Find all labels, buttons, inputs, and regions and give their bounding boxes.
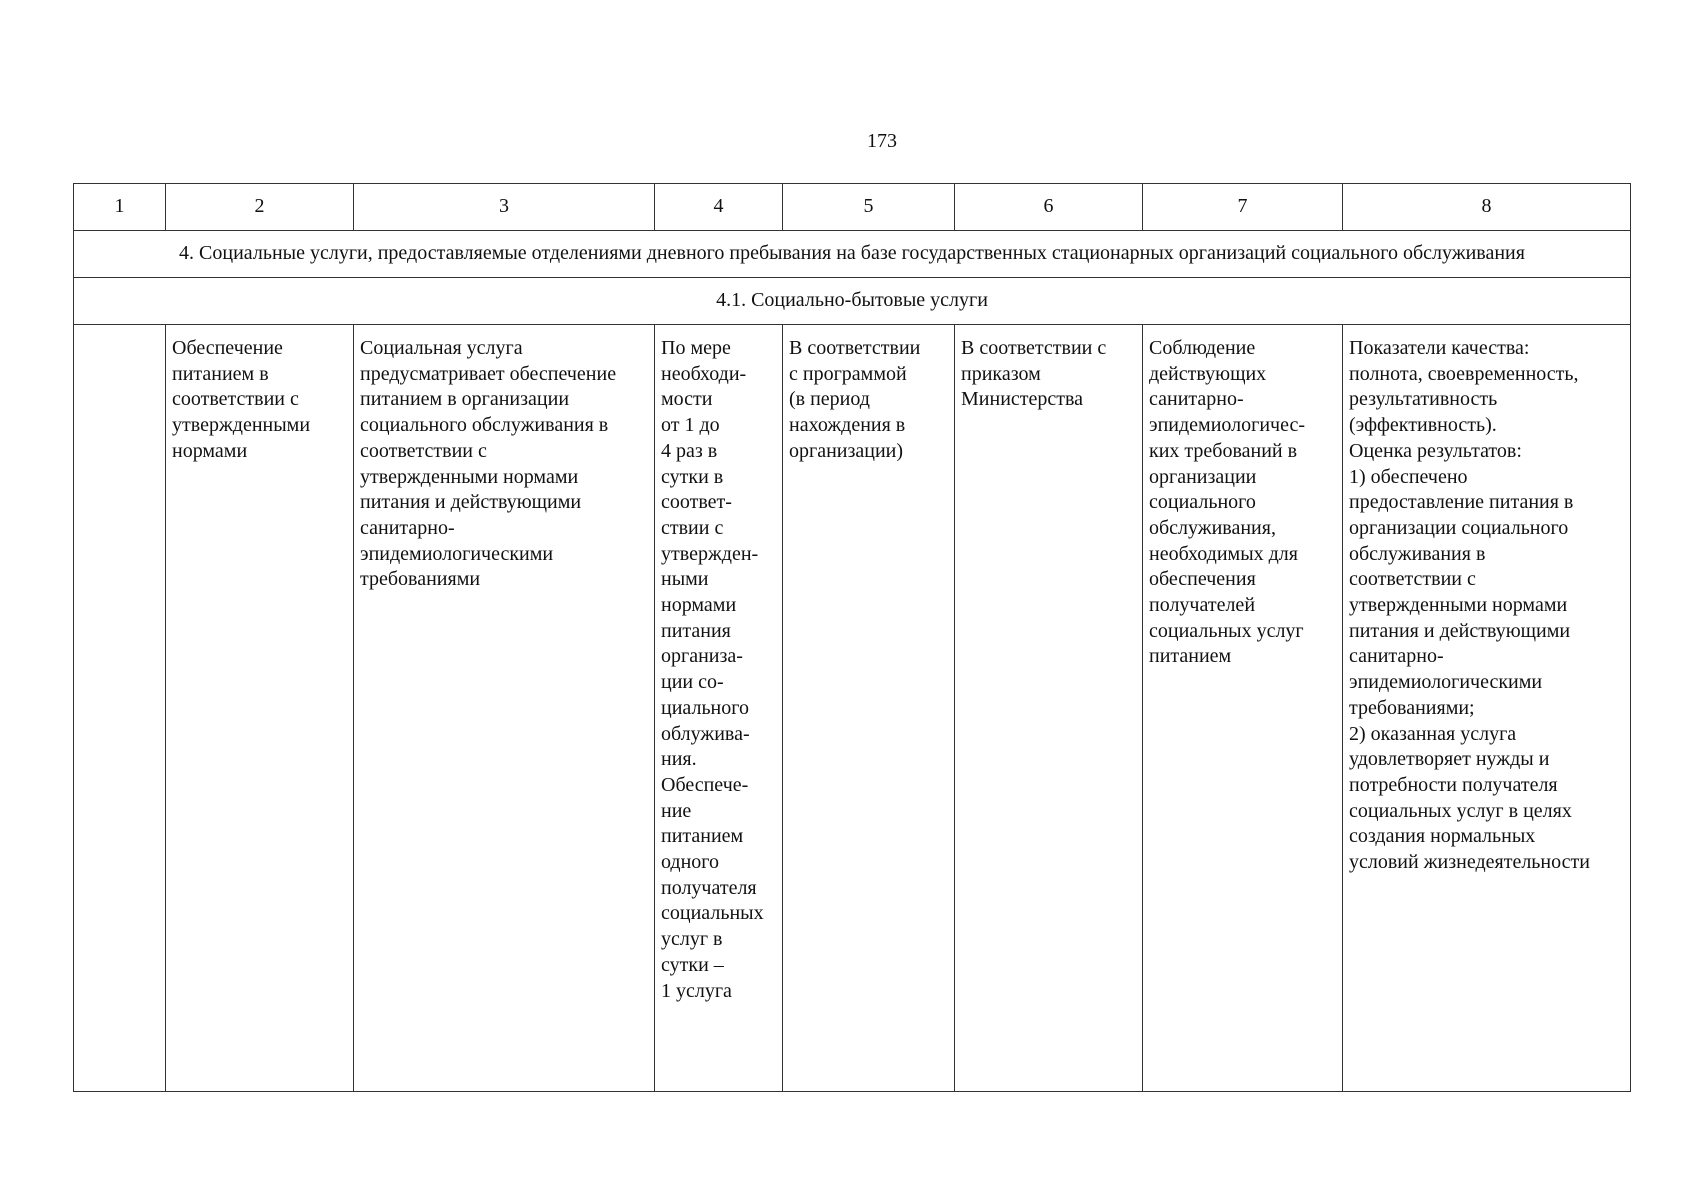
column-number-1: 1 [74, 184, 166, 231]
column-number-8: 8 [1343, 184, 1631, 231]
subsection-heading: 4.1. Социально-бытовые услуги [74, 278, 1631, 325]
column-number-4: 4 [655, 184, 783, 231]
section-heading: 4. Социальные услуги, предоставляемые отделениями дневного пребывания на базе государственных стационарных организаций социального обслуживания [74, 231, 1631, 278]
column-number-5: 5 [783, 184, 955, 231]
tariff-text: В соответствии с приказом Министерства [961, 337, 1107, 411]
service-volume-text: По мере необходи- мости от 1 до 4 раз в сутки в соответ- ствии с утвержден- ными нормами питания организа- ции со- циального облужива- ния. Обеспече- ние питанием одного получателя социальных услуг в сутки – 1 услуга [661, 337, 764, 1002]
cell-quality-indicators [1343, 325, 1631, 1092]
subsection-row [74, 278, 1631, 325]
services-table [73, 183, 1631, 1092]
conditions-text: Соблюдение действующих санитарно- эпидемиологичес- ких требований в организации социального обслуживания, необходимых для обеспечения получателей социальных услуг питанием [1149, 337, 1305, 668]
table-row [74, 325, 1631, 1092]
quality-indicators-text: Показатели качества: полнота, своевременность, результативность (эффективность). Оценка результатов: 1) обеспечено предоставление питания в организации социального обслуживания в соответствии с утвержденными нормами питания и действующими санитарно- эпидемиологическими требованиями; 2) оказанная услуга удовлетворяет нужды и потребности получателя социальных услуг в целях создания нормальных условий жизнедеятельности [1349, 337, 1590, 874]
cell-service-name [166, 325, 354, 1092]
cell-service-term [783, 325, 955, 1092]
column-number-6: 6 [955, 184, 1143, 231]
page-number: 173 [867, 130, 897, 152]
service-description-text: Социальная услуга предусматривает обеспечение питанием в организации социального обслуживания в соответствии с утвержденными нормами питания и действующими санитарно- эпидемиологическими требованиями [360, 337, 617, 591]
cell-service-volume [655, 325, 783, 1092]
column-number-3: 3 [354, 184, 655, 231]
column-number-2: 2 [166, 184, 354, 231]
column-number-row [74, 184, 1631, 231]
cell-service-description [354, 325, 655, 1092]
cell-tariff [955, 325, 1143, 1092]
section-row [74, 231, 1631, 278]
cell-number [74, 325, 166, 1092]
cell-number-text [74, 325, 165, 336]
service-name-text: Обеспечение питанием в соответствии с утвержденными нормами [172, 337, 311, 462]
service-term-text: В соответствии с программой (в период нахождения в организации) [789, 337, 921, 462]
column-number-7: 7 [1143, 184, 1343, 231]
cell-conditions [1143, 325, 1343, 1092]
